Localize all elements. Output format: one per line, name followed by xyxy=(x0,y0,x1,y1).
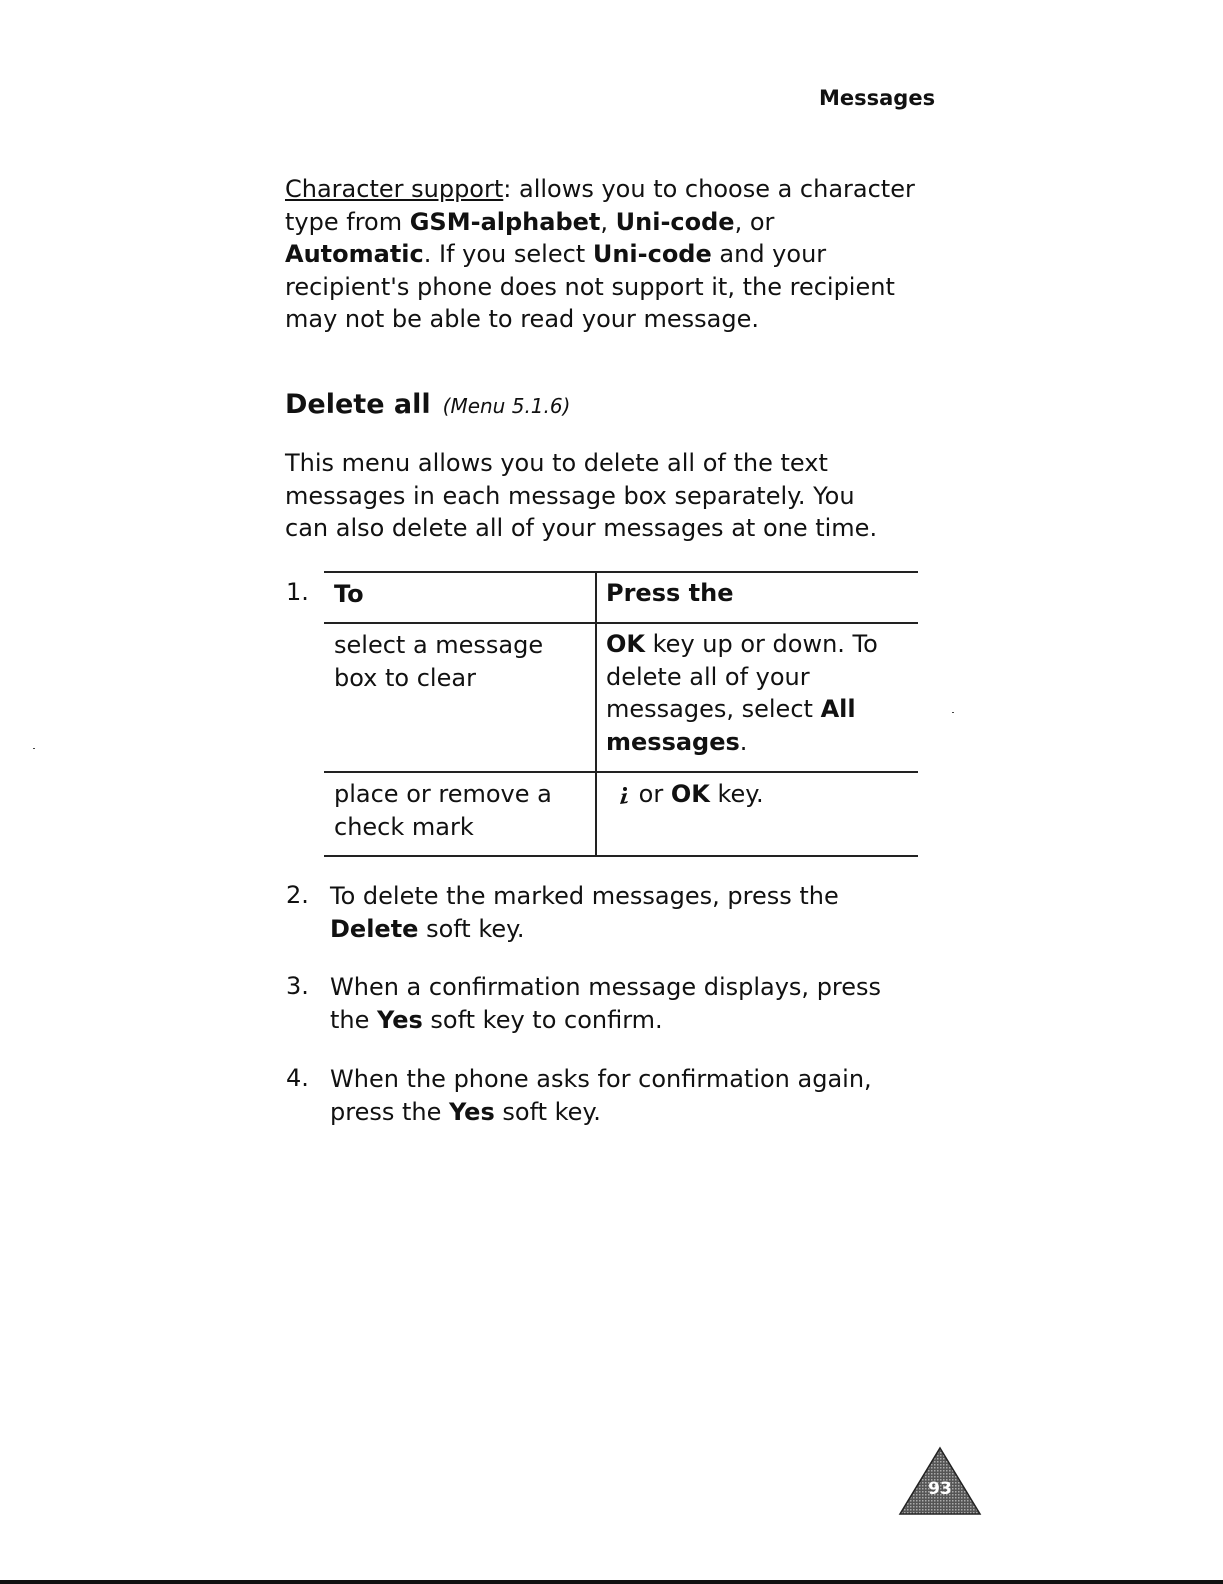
cell-line: check mark xyxy=(334,812,474,841)
text-span: . If you select xyxy=(423,240,593,269)
text-span: the xyxy=(330,1006,378,1034)
text-span: , xyxy=(600,207,616,236)
paragraph-line: recipient's phone does not support it, the recipient xyxy=(285,272,895,301)
step-2-text xyxy=(330,880,839,946)
option-uni-code: Uni-code xyxy=(592,240,712,269)
step-3-text xyxy=(330,971,881,1037)
page-bottom-edge xyxy=(0,1580,1223,1584)
text-span: soft key. xyxy=(494,1098,601,1126)
cell-line xyxy=(606,726,878,759)
menu-reference: (Menu 5.1.6) xyxy=(442,394,571,418)
cell-line: place or remove a xyxy=(334,780,552,808)
scan-speck xyxy=(952,712,954,713)
option-all: All xyxy=(820,695,856,724)
soft-key-yes: Yes xyxy=(377,1006,423,1034)
table-header-to: To xyxy=(334,580,364,608)
table-rule xyxy=(324,571,918,573)
step-number: 1. xyxy=(286,578,309,606)
text-span: press the xyxy=(330,1098,449,1126)
paragraph-line xyxy=(285,206,935,239)
paragraph-line: messages in each message box separately. You xyxy=(285,481,855,510)
step-line xyxy=(330,1004,881,1037)
table-rule xyxy=(324,855,918,857)
info-key-icon xyxy=(617,782,631,815)
table-row-1-press xyxy=(606,628,878,758)
step-line xyxy=(330,1096,872,1129)
step-4-text xyxy=(330,1063,872,1129)
table-rule xyxy=(324,771,918,773)
text-span: : allows you to choose a character xyxy=(503,175,915,203)
key-ok: OK xyxy=(606,630,645,658)
text-span: soft key. xyxy=(418,915,525,943)
scan-speck xyxy=(33,748,35,749)
table-rule xyxy=(324,622,918,624)
running-header: Messages xyxy=(819,86,936,110)
text-span: , or xyxy=(734,207,775,236)
section-title-text: Delete all xyxy=(285,389,431,420)
section-title xyxy=(285,389,570,420)
key-ok: OK xyxy=(670,780,710,808)
text-span: type from xyxy=(285,207,410,236)
step-line: To delete the marked messages, press the xyxy=(330,882,839,910)
cell-line xyxy=(606,693,878,726)
term-character-support: Character support xyxy=(285,175,504,203)
step-number: 4. xyxy=(286,1064,309,1092)
table-row-2-press xyxy=(617,778,764,815)
soft-key-yes: Yes xyxy=(449,1098,495,1126)
text-span: messages, select xyxy=(606,695,821,724)
text-span: soft key to confirm. xyxy=(422,1006,663,1034)
cell-line: box to clear xyxy=(334,663,476,692)
option-gsm-alphabet: GSM-alphabet xyxy=(409,207,601,236)
paragraph-line: can also delete all of your messages at one time. xyxy=(285,514,878,543)
text-span: and your xyxy=(711,240,827,269)
cell-line: select a message xyxy=(334,631,544,659)
cell-line: delete all of your xyxy=(606,662,810,691)
text-span: . xyxy=(739,727,748,756)
step-line xyxy=(330,913,839,946)
soft-key-delete: Delete xyxy=(330,915,419,943)
step-line: When the phone asks for confirmation again, xyxy=(330,1065,872,1093)
step-line: When a confirmation message displays, press xyxy=(330,973,882,1001)
character-support-paragraph xyxy=(285,173,935,336)
option-messages: messages xyxy=(606,727,740,756)
cell-line xyxy=(606,628,878,661)
text-span: key. xyxy=(709,780,764,808)
table-row-1-to xyxy=(334,629,543,694)
step-number: 2. xyxy=(286,881,309,909)
text-span: or xyxy=(631,780,671,808)
paragraph-line xyxy=(285,238,935,271)
table-divider xyxy=(595,571,597,857)
paragraph-line: may not be able to read your message. xyxy=(285,305,759,334)
table-row-2-to xyxy=(334,778,552,843)
section-description xyxy=(285,447,935,545)
text-span: key up or down. To xyxy=(645,630,878,658)
table-header-press: Press the xyxy=(606,579,734,607)
paragraph-line xyxy=(285,173,935,206)
page-number-badge xyxy=(898,1446,982,1516)
paragraph-line: This menu allows you to delete all of the text xyxy=(285,449,828,477)
option-uni-code: Uni-code xyxy=(615,207,735,236)
page-number: 93 xyxy=(928,1479,952,1499)
option-automatic: Automatic xyxy=(285,240,424,269)
step-number: 3. xyxy=(286,972,309,1000)
